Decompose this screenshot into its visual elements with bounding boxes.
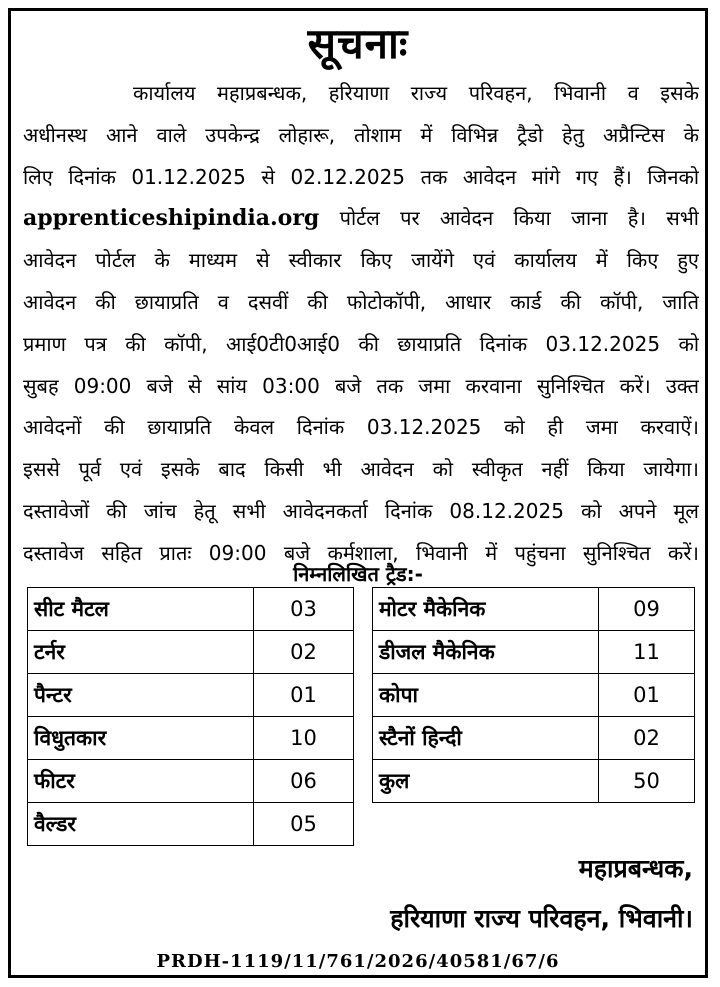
body-line-4 [23,198,699,240]
trade-count: 05 [254,803,354,846]
body-line-11: दस्तावेजों की जांच हेतू सभी आवेदनकर्ता दिनांक 08.12.2025 को अपने मूल [23,498,699,523]
trade-count: 02 [599,717,695,760]
notice-body [23,73,699,575]
body-line-9: आवेदनों की छायाप्रति केवल दिनांक 03.12.2025 को ही जमा करवाऐं। [23,415,699,440]
body-line-3: लिए दिनांक 01.12.2025 से 02.12.2025 तक आवेदन मांगे गए हैं। जिनको [23,164,699,189]
body-line-10: इससे पूर्व एवं इसके बाद किसी भी आवेदन को स्वीकृत नहीं किया जायेगा। [23,457,699,482]
total-label: कुल [373,760,599,803]
body-line-12: दस्तावेज सहित प्रातः 09:00 बजे कर्मशाला, भिवानी में पहुंचना सुनिश्चित करें। [23,540,699,565]
trade-count: 02 [254,631,354,674]
body-line-4-text: पोर्टल पर आवेदन किया जाना है। सभी [319,206,699,231]
trade-count: 03 [254,588,354,631]
table-row [373,717,695,760]
body-line-2: अधीनस्थ आने वाले उपकेन्द्र लोहारू, तोशाम में विभिन्न ट्रैडो हेतु अप्रैन्टिस के [23,122,699,147]
trade-name: सीट मैटल [28,588,254,631]
trade-name: फीटर [28,760,254,803]
trade-count: 09 [599,588,695,631]
trade-count: 11 [599,631,695,674]
trade-name: मोटर मैकेनिक [373,588,599,631]
table-row [28,760,354,803]
signature-title: महाप्रबन्धक, [578,854,693,883]
body-line-7: प्रमाण पत्र की कॉपी, आई0टी0आई0 की छायाप्रति दिनांक 03.12.2025 को [23,331,699,356]
website-link[interactable]: apprenticeshipindia.org [23,205,320,232]
trade-count: 06 [254,760,354,803]
notice-title: सूचनाः [307,19,409,68]
trade-count: 10 [254,717,354,760]
trades-table-right [372,587,695,803]
trade-name: पैन्टर [28,674,254,717]
notice-box [8,8,708,978]
table-row [373,760,695,803]
table-row [28,588,354,631]
table-row [28,631,354,674]
body-line-1: कार्यालय महाप्रबन्धक, हरियाणा राज्य परिवहन, भिवानी व इसके [133,81,699,105]
table-row [28,674,354,717]
trade-name: स्टैनों हिन्दी [373,717,599,760]
table-row [28,803,354,846]
trade-name: विधुतकार [28,717,254,760]
reference-number: PRDH-1119/11/761/2026/40581/67/6 [156,951,560,972]
trade-name: डीजल मैकेनिक [373,631,599,674]
body-line-6: आवेदन की छायाप्रति व दसवीं की फोटोकॉपी, आधार कार्ड की कॉपी, जाति [23,289,699,314]
trades-heading: निम्नलिखित ट्रैड:- [293,562,423,586]
trade-count: 01 [599,674,695,717]
trade-name: कोपा [373,674,599,717]
signature-org: हरियाणा राज्य परिवहन, भिवानी। [390,904,693,933]
body-line-5: आवेदन पोर्टल के माध्यम से स्वीकार किए जायेंगे एवं कार्यालय में किए हुए [23,248,699,273]
trade-count: 01 [254,674,354,717]
table-row [373,674,695,717]
total-count: 50 [599,760,695,803]
body-line-8: सुबह 09:00 बजे से सांय 03:00 बजे तक जमा करवाना सुनिश्चित करें। उक्त [23,373,699,398]
table-row [28,717,354,760]
trade-name: टर्नर [28,631,254,674]
trade-name: वैल्डर [28,803,254,846]
table-row [373,631,695,674]
table-row [373,588,695,631]
trades-table-left [27,587,354,846]
